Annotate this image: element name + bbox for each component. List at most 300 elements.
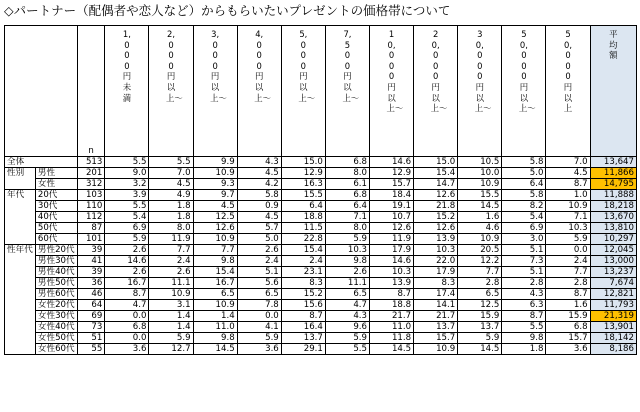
value-cell: 15.5 xyxy=(281,190,325,201)
segment-label: 50代 xyxy=(35,223,77,234)
value-cell: 1.8 xyxy=(149,201,193,212)
value-cell: 6.5 xyxy=(458,289,502,300)
value-cell: 5.0 xyxy=(237,234,281,245)
value-cell: 5.5 xyxy=(502,322,546,333)
segment-label: 60代 xyxy=(35,234,77,245)
value-cell: 13.9 xyxy=(370,278,414,289)
value-cell: 7.1 xyxy=(546,212,590,223)
value-cell: 15.4 xyxy=(414,168,458,179)
value-cell: 10.3 xyxy=(370,267,414,278)
n-cell: 39 xyxy=(77,267,105,278)
value-cell: 8.0 xyxy=(149,223,193,234)
col-header: 3,000円以上〜 xyxy=(193,26,237,157)
value-cell: 12.9 xyxy=(281,168,325,179)
value-cell: 15.9 xyxy=(458,311,502,322)
value-cell: 4.5 xyxy=(193,201,237,212)
value-cell: 22.8 xyxy=(281,234,325,245)
n-cell: 41 xyxy=(77,256,105,267)
value-cell: 6.3 xyxy=(502,300,546,311)
value-cell: 13.7 xyxy=(414,322,458,333)
value-cell: 10.9 xyxy=(193,300,237,311)
value-cell: 0.0 xyxy=(105,333,149,344)
value-cell: 8.0 xyxy=(325,223,369,234)
n-cell: 55 xyxy=(77,344,105,355)
value-cell: 14.5 xyxy=(370,344,414,355)
value-cell: 2.4 xyxy=(281,256,325,267)
table-row xyxy=(5,289,637,300)
value-cell: 5.4 xyxy=(105,212,149,223)
value-cell: 4.7 xyxy=(325,300,369,311)
value-cell: 0.0 xyxy=(546,245,590,256)
n-cell: 64 xyxy=(77,300,105,311)
value-cell: 8.7 xyxy=(502,311,546,322)
segment-label: 男性50代 xyxy=(35,278,77,289)
segment-label: 女性30代 xyxy=(35,311,77,322)
table-row xyxy=(5,168,637,179)
value-cell: 4.9 xyxy=(149,190,193,201)
n-cell: 110 xyxy=(77,201,105,212)
avg-cell: 13,670 xyxy=(590,212,636,223)
value-cell: 12.7 xyxy=(149,344,193,355)
value-cell: 4.3 xyxy=(237,157,281,168)
value-cell: 2.6 xyxy=(105,267,149,278)
value-cell: 15.0 xyxy=(281,157,325,168)
value-cell: 9.8 xyxy=(193,333,237,344)
col-header: 2,000円以上〜 xyxy=(149,26,193,157)
value-cell: 3.2 xyxy=(105,179,149,190)
n-cell: 51 xyxy=(77,333,105,344)
value-cell: 2.8 xyxy=(546,278,590,289)
value-cell: 4.2 xyxy=(237,179,281,190)
value-cell: 6.8 xyxy=(325,157,369,168)
value-cell: 8.7 xyxy=(546,289,590,300)
value-cell: 13.7 xyxy=(458,322,502,333)
value-cell: 9.8 xyxy=(325,256,369,267)
value-cell: 5.9 xyxy=(546,234,590,245)
header-row xyxy=(5,26,637,157)
avg-cell: 13,901 xyxy=(590,322,636,333)
value-cell: 10.9 xyxy=(149,289,193,300)
value-cell: 18.4 xyxy=(370,190,414,201)
n-cell: 69 xyxy=(77,311,105,322)
value-cell: 5.9 xyxy=(325,234,369,245)
group-label xyxy=(5,311,36,322)
value-cell: 1.4 xyxy=(193,311,237,322)
value-cell: 8.3 xyxy=(414,278,458,289)
value-cell: 4.5 xyxy=(546,168,590,179)
value-cell: 12.6 xyxy=(414,190,458,201)
value-cell: 5.7 xyxy=(237,223,281,234)
group-label xyxy=(5,322,36,333)
avg-cell: 18,218 xyxy=(590,201,636,212)
segment-label: 男性20代 xyxy=(35,245,77,256)
value-cell: 2.6 xyxy=(237,245,281,256)
avg-cell: 12,045 xyxy=(590,245,636,256)
value-cell: 2.4 xyxy=(149,256,193,267)
table-row xyxy=(5,157,637,168)
value-cell: 5.1 xyxy=(502,245,546,256)
value-cell: 14.5 xyxy=(193,344,237,355)
value-cell: 15.7 xyxy=(546,333,590,344)
value-cell: 12.6 xyxy=(414,223,458,234)
segment-label: 男性30代 xyxy=(35,256,77,267)
value-cell: 10.7 xyxy=(370,212,414,223)
value-cell: 6.8 xyxy=(546,322,590,333)
col-header: 50,000円以上〜 xyxy=(502,26,546,157)
value-cell: 9.3 xyxy=(193,179,237,190)
value-cell: 11.0 xyxy=(370,322,414,333)
group-label: 全体 xyxy=(5,157,78,168)
value-cell: 6.9 xyxy=(502,223,546,234)
value-cell: 5.5 xyxy=(105,157,149,168)
value-cell: 21.7 xyxy=(370,311,414,322)
avg-cell: 13,237 xyxy=(590,267,636,278)
value-cell: 5.9 xyxy=(237,333,281,344)
value-cell: 6.5 xyxy=(325,289,369,300)
avg-cell: 12,821 xyxy=(590,289,636,300)
value-cell: 5.9 xyxy=(325,333,369,344)
value-cell: 4.3 xyxy=(325,311,369,322)
value-cell: 11.5 xyxy=(281,223,325,234)
n-cell: 36 xyxy=(77,278,105,289)
value-cell: 15.9 xyxy=(546,311,590,322)
table-row xyxy=(5,179,637,190)
value-cell: 5.8 xyxy=(237,190,281,201)
table-row xyxy=(5,267,637,278)
value-cell: 15.4 xyxy=(281,245,325,256)
value-cell: 11.1 xyxy=(149,278,193,289)
value-cell: 2.6 xyxy=(105,245,149,256)
value-cell: 17.9 xyxy=(370,245,414,256)
value-cell: 5.5 xyxy=(325,344,369,355)
value-cell: 5.1 xyxy=(502,267,546,278)
segment-label: 30代 xyxy=(35,201,77,212)
n-cell: 101 xyxy=(77,234,105,245)
value-cell: 16.4 xyxy=(281,322,325,333)
value-cell: 6.8 xyxy=(105,322,149,333)
value-cell: 3.0 xyxy=(502,234,546,245)
value-cell: 17.9 xyxy=(414,267,458,278)
corner-cell xyxy=(5,26,78,157)
value-cell: 10.3 xyxy=(414,245,458,256)
value-cell: 1.0 xyxy=(546,190,590,201)
avg-cell: 14,795 xyxy=(590,179,636,190)
value-cell: 6.4 xyxy=(502,179,546,190)
value-cell: 8.3 xyxy=(281,278,325,289)
value-cell: 5.8 xyxy=(502,157,546,168)
value-cell: 9.7 xyxy=(193,190,237,201)
value-cell: 14.5 xyxy=(458,344,502,355)
value-cell: 18.8 xyxy=(370,300,414,311)
n-cell: 112 xyxy=(77,212,105,223)
value-cell: 4.5 xyxy=(237,212,281,223)
group-label xyxy=(5,278,36,289)
value-cell: 2.4 xyxy=(237,256,281,267)
value-cell: 4.5 xyxy=(237,168,281,179)
value-cell: 4.5 xyxy=(149,179,193,190)
avg-cell: 11,866 xyxy=(590,168,636,179)
col-header: 50,000円以上 xyxy=(546,26,590,157)
group-label xyxy=(5,267,36,278)
value-cell: 6.1 xyxy=(325,179,369,190)
page-title: ◇パートナー（配偶者や恋人など）からもらいたいプレゼントの価格帯について xyxy=(4,3,451,18)
value-cell: 1.4 xyxy=(149,322,193,333)
segment-label: 40代 xyxy=(35,212,77,223)
group-label xyxy=(5,201,36,212)
value-cell: 14.6 xyxy=(370,157,414,168)
value-cell: 10.3 xyxy=(325,245,369,256)
segment-label: 男性60代 xyxy=(35,289,77,300)
value-cell: 6.5 xyxy=(193,289,237,300)
value-cell: 0.0 xyxy=(237,311,281,322)
value-cell: 1.8 xyxy=(502,344,546,355)
value-cell: 15.2 xyxy=(414,212,458,223)
value-cell: 5.1 xyxy=(237,267,281,278)
value-cell: 4.1 xyxy=(237,322,281,333)
group-label xyxy=(5,344,36,355)
value-cell: 6.4 xyxy=(325,201,369,212)
value-cell: 3.6 xyxy=(546,344,590,355)
value-cell: 3.9 xyxy=(105,190,149,201)
value-cell: 21.8 xyxy=(414,201,458,212)
n-header: n xyxy=(77,26,105,157)
avg-cell: 13,647 xyxy=(590,157,636,168)
col-header: 5,000円以上〜 xyxy=(281,26,325,157)
avg-cell: 8,186 xyxy=(590,344,636,355)
value-cell: 7.1 xyxy=(325,212,369,223)
value-cell: 8.2 xyxy=(502,201,546,212)
group-label: 性年代 xyxy=(5,245,36,256)
value-cell: 12.2 xyxy=(458,256,502,267)
value-cell: 3.1 xyxy=(149,300,193,311)
value-cell: 10.9 xyxy=(458,179,502,190)
table-row xyxy=(5,333,637,344)
table-row xyxy=(5,278,637,289)
value-cell: 8.0 xyxy=(325,168,369,179)
value-cell: 6.8 xyxy=(325,190,369,201)
group-label xyxy=(5,234,36,245)
value-cell: 11.8 xyxy=(370,333,414,344)
table-row xyxy=(5,190,637,201)
value-cell: 11.9 xyxy=(370,234,414,245)
value-cell: 1.6 xyxy=(546,300,590,311)
group-label: 性別 xyxy=(5,168,36,179)
value-cell: 10.9 xyxy=(193,234,237,245)
col-header: 30,000円以上〜 xyxy=(458,26,502,157)
group-label xyxy=(5,223,36,234)
value-cell: 12.5 xyxy=(458,300,502,311)
value-cell: 19.1 xyxy=(370,201,414,212)
value-cell: 11.0 xyxy=(193,322,237,333)
value-cell: 22.0 xyxy=(414,256,458,267)
segment-label: 女性20代 xyxy=(35,300,77,311)
value-cell: 16.7 xyxy=(193,278,237,289)
table-row xyxy=(5,344,637,355)
value-cell: 7.8 xyxy=(237,300,281,311)
col-header: 20,000円以上〜 xyxy=(414,26,458,157)
value-cell: 10.9 xyxy=(546,201,590,212)
value-cell: 3.6 xyxy=(105,344,149,355)
segment-label: 女性60代 xyxy=(35,344,77,355)
value-cell: 16.3 xyxy=(281,179,325,190)
value-cell: 10.0 xyxy=(458,168,502,179)
value-cell: 1.6 xyxy=(458,212,502,223)
value-cell: 7.0 xyxy=(546,157,590,168)
segment-label: 男性40代 xyxy=(35,267,77,278)
avg-cell: 7,674 xyxy=(590,278,636,289)
n-cell: 46 xyxy=(77,289,105,300)
value-cell: 6.9 xyxy=(105,223,149,234)
table-row xyxy=(5,223,637,234)
value-cell: 14.1 xyxy=(414,300,458,311)
value-cell: 8.7 xyxy=(546,179,590,190)
value-cell: 11.9 xyxy=(149,234,193,245)
value-cell: 8.7 xyxy=(105,289,149,300)
n-cell: 103 xyxy=(77,190,105,201)
value-cell: 2.6 xyxy=(325,267,369,278)
value-cell: 12.5 xyxy=(193,212,237,223)
col-header: 1,000円未満 xyxy=(105,26,149,157)
value-cell: 9.6 xyxy=(325,322,369,333)
value-cell: 7.7 xyxy=(193,245,237,256)
value-cell: 14.6 xyxy=(370,256,414,267)
value-cell: 12.6 xyxy=(370,223,414,234)
segment-label: 20代 xyxy=(35,190,77,201)
value-cell: 4.7 xyxy=(105,300,149,311)
value-cell: 4.6 xyxy=(458,223,502,234)
value-cell: 7.7 xyxy=(458,267,502,278)
value-cell: 9.8 xyxy=(502,333,546,344)
value-cell: 6.5 xyxy=(237,289,281,300)
value-cell: 17.4 xyxy=(414,289,458,300)
table-row xyxy=(5,322,637,333)
table-row xyxy=(5,256,637,267)
value-cell: 16.7 xyxy=(105,278,149,289)
value-cell: 5.5 xyxy=(105,201,149,212)
value-cell: 15.2 xyxy=(281,289,325,300)
segment-label: 女性40代 xyxy=(35,322,77,333)
value-cell: 12.6 xyxy=(193,223,237,234)
value-cell: 5.5 xyxy=(149,157,193,168)
value-cell: 7.3 xyxy=(502,256,546,267)
value-cell: 12.9 xyxy=(370,168,414,179)
value-cell: 5.8 xyxy=(502,190,546,201)
value-cell: 13.9 xyxy=(414,234,458,245)
value-cell: 4.3 xyxy=(502,289,546,300)
value-cell: 2.8 xyxy=(502,278,546,289)
value-cell: 5.4 xyxy=(502,212,546,223)
col-header: 4,000円以上〜 xyxy=(237,26,281,157)
table-row xyxy=(5,311,637,322)
value-cell: 15.6 xyxy=(281,300,325,311)
group-label xyxy=(5,256,36,267)
value-cell: 5.6 xyxy=(237,278,281,289)
value-cell: 14.5 xyxy=(458,201,502,212)
n-cell: 73 xyxy=(77,322,105,333)
value-cell: 5.0 xyxy=(502,168,546,179)
value-cell: 1.4 xyxy=(149,311,193,322)
value-cell: 10.3 xyxy=(546,223,590,234)
value-cell: 15.7 xyxy=(414,333,458,344)
table-row xyxy=(5,201,637,212)
group-label xyxy=(5,289,36,300)
value-cell: 15.0 xyxy=(414,157,458,168)
group-label: 年代 xyxy=(5,190,36,201)
value-cell: 10.9 xyxy=(458,234,502,245)
avg-cell: 13,810 xyxy=(590,223,636,234)
value-cell: 14.7 xyxy=(414,179,458,190)
value-cell: 3.6 xyxy=(237,344,281,355)
value-cell: 5.9 xyxy=(149,333,193,344)
n-cell: 39 xyxy=(77,245,105,256)
value-cell: 2.8 xyxy=(458,278,502,289)
segment-label: 女性50代 xyxy=(35,333,77,344)
col-header: 7,500円以上〜 xyxy=(325,26,369,157)
value-cell: 9.9 xyxy=(193,157,237,168)
segment-label: 男性 xyxy=(35,168,77,179)
value-cell: 15.5 xyxy=(458,190,502,201)
table-row xyxy=(5,234,637,245)
value-cell: 7.0 xyxy=(149,168,193,179)
value-cell: 8.7 xyxy=(281,311,325,322)
avg-cell: 11,888 xyxy=(590,190,636,201)
avg-cell: 10,297 xyxy=(590,234,636,245)
avg-header: 平均額 xyxy=(590,26,636,157)
value-cell: 6.4 xyxy=(281,201,325,212)
n-cell: 513 xyxy=(77,157,105,168)
value-cell: 20.5 xyxy=(458,245,502,256)
value-cell: 13.7 xyxy=(281,333,325,344)
value-cell: 10.5 xyxy=(458,157,502,168)
value-cell: 23.1 xyxy=(281,267,325,278)
value-cell: 8.7 xyxy=(370,289,414,300)
group-label xyxy=(5,212,36,223)
value-cell: 7.7 xyxy=(149,245,193,256)
value-cell: 9.8 xyxy=(193,256,237,267)
group-label xyxy=(5,300,36,311)
value-cell: 15.7 xyxy=(370,179,414,190)
avg-cell: 13,000 xyxy=(590,256,636,267)
value-cell: 1.8 xyxy=(149,212,193,223)
value-cell: 11.1 xyxy=(325,278,369,289)
table-row xyxy=(5,245,637,256)
table-row xyxy=(5,212,637,223)
value-cell: 10.9 xyxy=(414,344,458,355)
value-cell: 10.9 xyxy=(193,168,237,179)
avg-cell: 18,142 xyxy=(590,333,636,344)
avg-cell: 11,793 xyxy=(590,300,636,311)
value-cell: 2.6 xyxy=(149,267,193,278)
group-label xyxy=(5,333,36,344)
value-cell: 21.7 xyxy=(414,311,458,322)
value-cell: 5.9 xyxy=(458,333,502,344)
n-cell: 312 xyxy=(77,179,105,190)
value-cell: 0.0 xyxy=(105,311,149,322)
table-row xyxy=(5,300,637,311)
segment-label: 女性 xyxy=(35,179,77,190)
avg-cell: 21,319 xyxy=(590,311,636,322)
n-cell: 87 xyxy=(77,223,105,234)
value-cell: 18.8 xyxy=(281,212,325,223)
value-cell: 5.9 xyxy=(105,234,149,245)
value-cell: 29.1 xyxy=(281,344,325,355)
value-cell: 9.0 xyxy=(105,168,149,179)
value-cell: 0.9 xyxy=(237,201,281,212)
n-cell: 201 xyxy=(77,168,105,179)
value-cell: 15.4 xyxy=(193,267,237,278)
value-cell: 2.4 xyxy=(546,256,590,267)
value-cell: 7.7 xyxy=(546,267,590,278)
